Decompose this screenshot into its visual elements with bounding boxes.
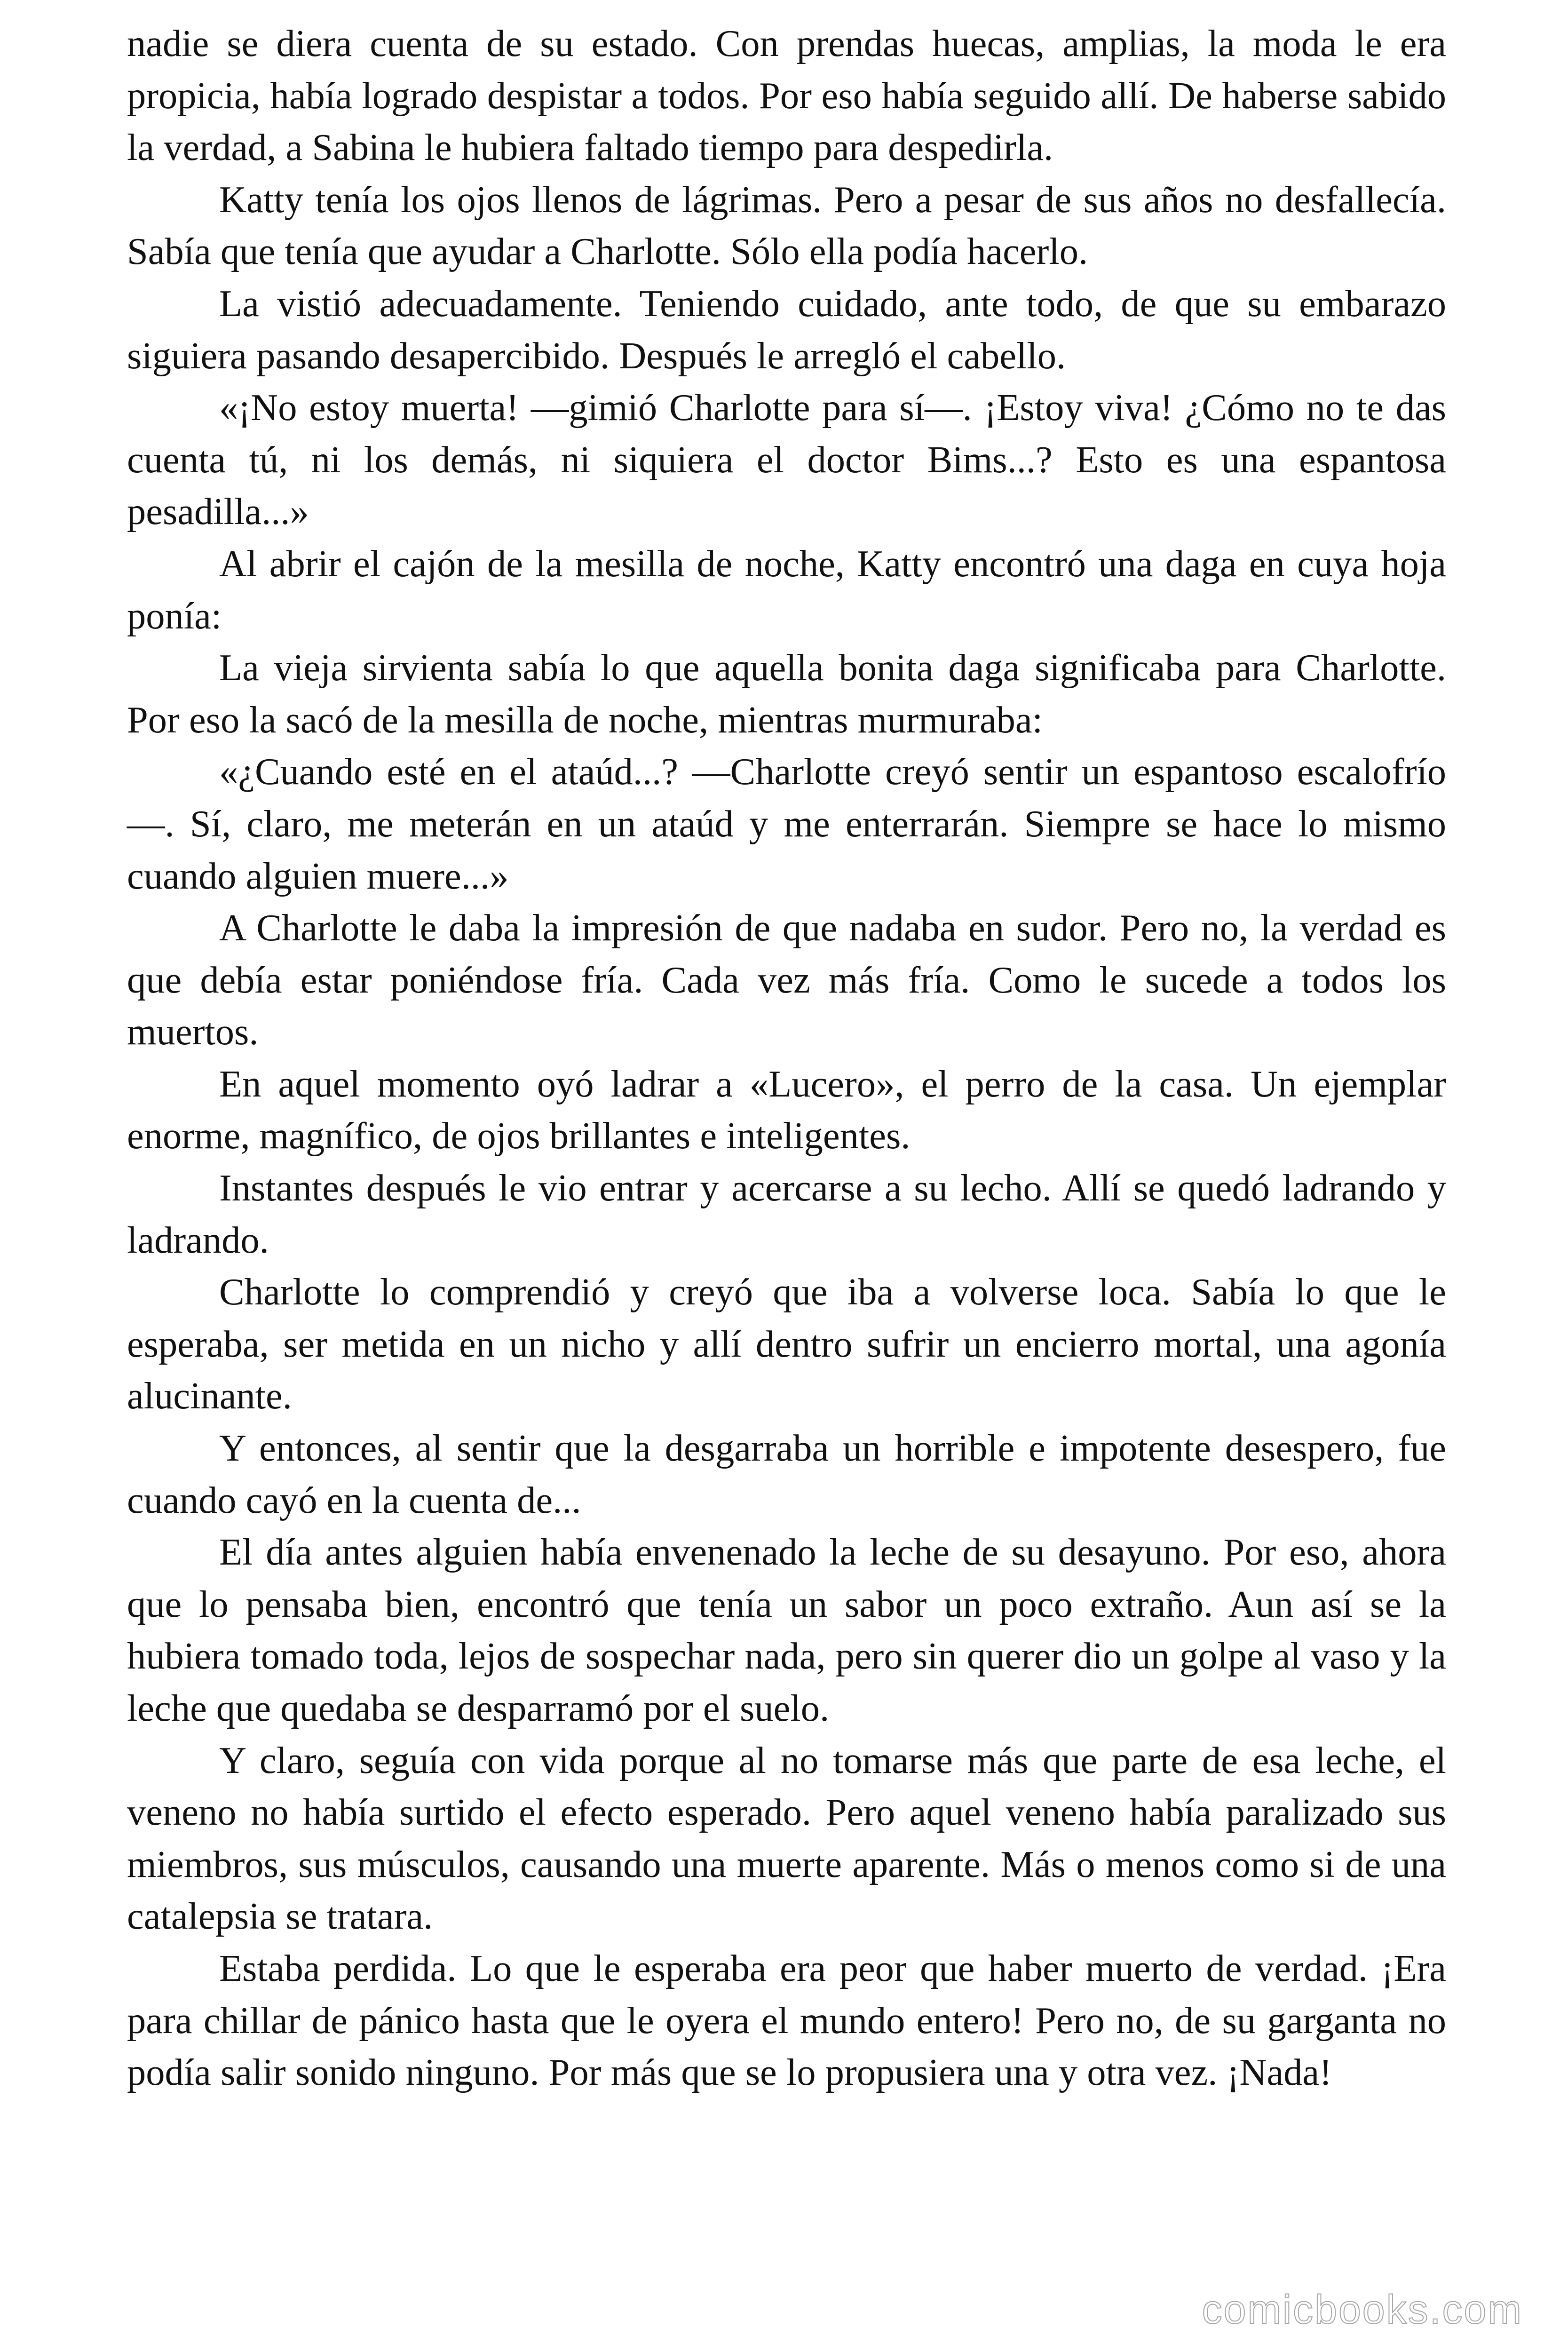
paragraph-9: En aquel momento oyó ladrar a «Lucero», el perro de la casa. Un ejemplar enorme, magnífico, de ojos brillantes e inteligentes. (127, 1063, 1446, 1157)
paragraph-11: Charlotte lo comprendió y creyó que iba a volverse loca. Sabía lo que le esperaba, ser metida en un nicho y allí dentro sufrir un encierro mortal, una agonía alucinante. (127, 1271, 1446, 1417)
paragraph-1: nadie se diera cuenta de su estado. Con prendas huecas, amplias, la moda le era propicia, había logrado despistar a todos. Por eso había seguido allí. De haberse sabido la verdad, a Sabina le hubiera faltado tiempo para despedirla. (127, 23, 1446, 169)
watermark-text: comicbooks.com (1202, 2287, 1523, 2332)
paragraph-7: «¿Cuando esté en el ataúd...? —Charlotte creyó sentir un espantoso escalofrío—. Sí, claro, me meterán en un ataúd y me enterrarán. Siempre se hace lo mismo cuando alguien muere...» (127, 751, 1446, 897)
paragraph-13: El día antes alguien había envenenado la leche de su desayuno. Por eso, ahora que lo pensaba bien, encontró que tenía un sabor un poco extraño. Aun así se la hubiera tomado toda, lejos de sospechar nada, pero sin querer dio un golpe al vaso y la leche que quedaba se desparramó por el suelo. (127, 1531, 1446, 1729)
paragraph-10: Instantes después le vio entrar y acercarse a su lecho. Allí se quedó ladrando y ladrando. (127, 1167, 1446, 1261)
paragraph-14: Y claro, seguía con vida porque al no tomarse más que parte de esa leche, el veneno no había surtido el efecto esperado. Pero aquel veneno había paralizado sus miembros, sus músculos, causando una muerte aparente. Más o menos como si de una catalepsia se tratara. (127, 1739, 1446, 1938)
paragraph-8: A Charlotte le daba la impresión de que nadaba en sudor. Pero no, la verdad es que debía estar poniéndose fría. Cada vez más fría. Como le sucede a todos los muertos. (127, 907, 1446, 1053)
paragraph-3: La vistió adecuadamente. Teniendo cuidado, ante todo, de que su embarazo siguiera pasando desapercibido. Después le arregló el cabello. (127, 282, 1446, 377)
paragraph-6: La vieja sirvienta sabía lo que aquella bonita daga significaba para Charlotte. Por eso la sacó de la mesilla de noche, mientras murmuraba: (127, 647, 1446, 741)
paragraph-5: Al abrir el cajón de la mesilla de noche, Katty encontró una daga en cuya hoja ponía: (127, 542, 1446, 637)
paragraph-12: Y entonces, al sentir que la desgarraba un horrible e impotente desespero, fue cuando cayó en la cuenta de... (127, 1427, 1446, 1521)
document-page (127, 18, 1446, 2099)
paragraph-15: Estaba perdida. Lo que le esperaba era peor que haber muerto de verdad. ¡Era para chillar de pánico hasta que le oyera el mundo entero! Pero no, de su garganta no podía salir sonido ninguno. Por más que se lo propusiera una y otra vez. ¡Nada! (127, 1947, 1446, 2094)
paragraph-4: «¡No estoy muerta! —gimió Charlotte para sí—. ¡Estoy viva! ¿Cómo no te das cuenta tú, ni los demás, ni siquiera el doctor Bims...? Esto es una espantosa pesadilla...» (127, 387, 1446, 533)
paragraph-2: Katty tenía los ojos llenos de lágrimas. Pero a pesar de sus años no desfallecía. Sabía que tenía que ayudar a Charlotte. Sólo ella podía hacerlo. (127, 178, 1446, 273)
